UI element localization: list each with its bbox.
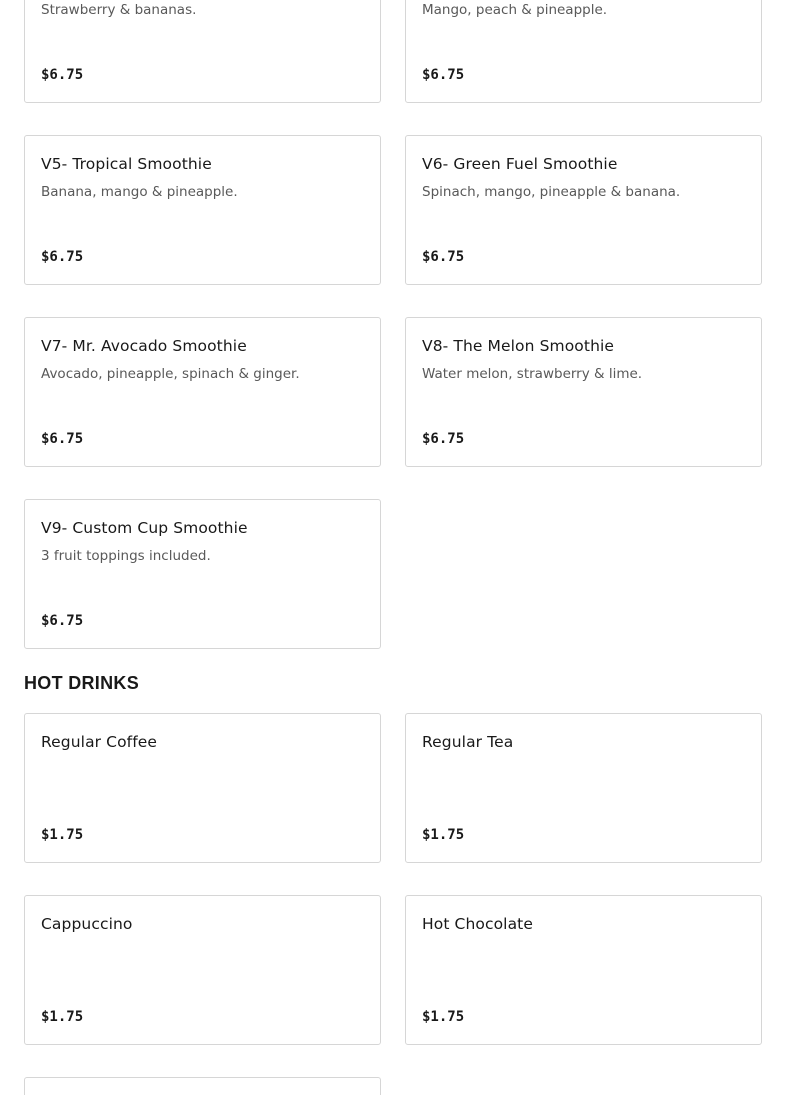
menu-item-price: $6.75	[422, 431, 465, 447]
menu-item-name: Regular Tea	[422, 733, 514, 751]
menu-item-card[interactable]	[405, 895, 762, 1045]
menu-item-description: Avocado, pineapple, spinach & ginger.	[41, 366, 300, 382]
menu-item-card[interactable]	[405, 135, 762, 285]
menu-item-card[interactable]	[24, 499, 381, 649]
menu-item-description: Spinach, mango, pineapple & banana.	[422, 184, 681, 200]
menu-item-card[interactable]	[24, 895, 381, 1045]
menu-item-name: Regular Coffee	[41, 733, 158, 751]
menu-item-card[interactable]	[24, 713, 381, 863]
menu-item-price: $1.75	[41, 1009, 84, 1025]
menu-item-price: $6.75	[41, 249, 84, 265]
menu-item-description: Water melon, strawberry & lime.	[422, 366, 643, 382]
menu-item-card[interactable]	[24, 135, 381, 285]
menu-item-price: $6.75	[41, 431, 84, 447]
menu-item-price: $6.75	[422, 67, 465, 83]
menu-item-name: Cappuccino	[41, 915, 133, 933]
menu-item-description: Banana, mango & pineapple.	[41, 184, 238, 200]
section-title-hot-drinks: HOT DRINKS	[24, 673, 139, 693]
menu-item-name: V6- Green Fuel Smoothie	[422, 155, 618, 173]
menu-item-price: $1.75	[422, 1009, 465, 1025]
menu-item-description: Strawberry & bananas.	[41, 2, 197, 18]
menu-item-name: V8- The Melon Smoothie	[422, 337, 615, 355]
menu-item-name: V9- Custom Cup Smoothie	[41, 519, 248, 537]
menu-item-name: V5- Tropical Smoothie	[41, 155, 212, 173]
menu-item-name: Hot Chocolate	[422, 915, 533, 933]
menu-item-description: 3 fruit toppings included.	[41, 548, 211, 564]
menu-item-description: Mango, peach & pineapple.	[422, 2, 608, 18]
menu-item-price: $6.75	[422, 249, 465, 265]
menu-item-card[interactable]	[405, 317, 762, 467]
menu-item-price: $1.75	[41, 827, 84, 843]
menu-item-card[interactable]	[24, 317, 381, 467]
menu-item-price: $1.75	[422, 827, 465, 843]
menu-item-card[interactable]	[24, 0, 381, 103]
menu-item-name: V7- Mr. Avocado Smoothie	[41, 337, 247, 355]
menu-item-card[interactable]	[24, 1077, 381, 1095]
menu-item-price: $6.75	[41, 67, 84, 83]
menu-item-price: $6.75	[41, 613, 84, 629]
menu-item-card[interactable]	[405, 0, 762, 103]
menu-item-card[interactable]	[405, 713, 762, 863]
